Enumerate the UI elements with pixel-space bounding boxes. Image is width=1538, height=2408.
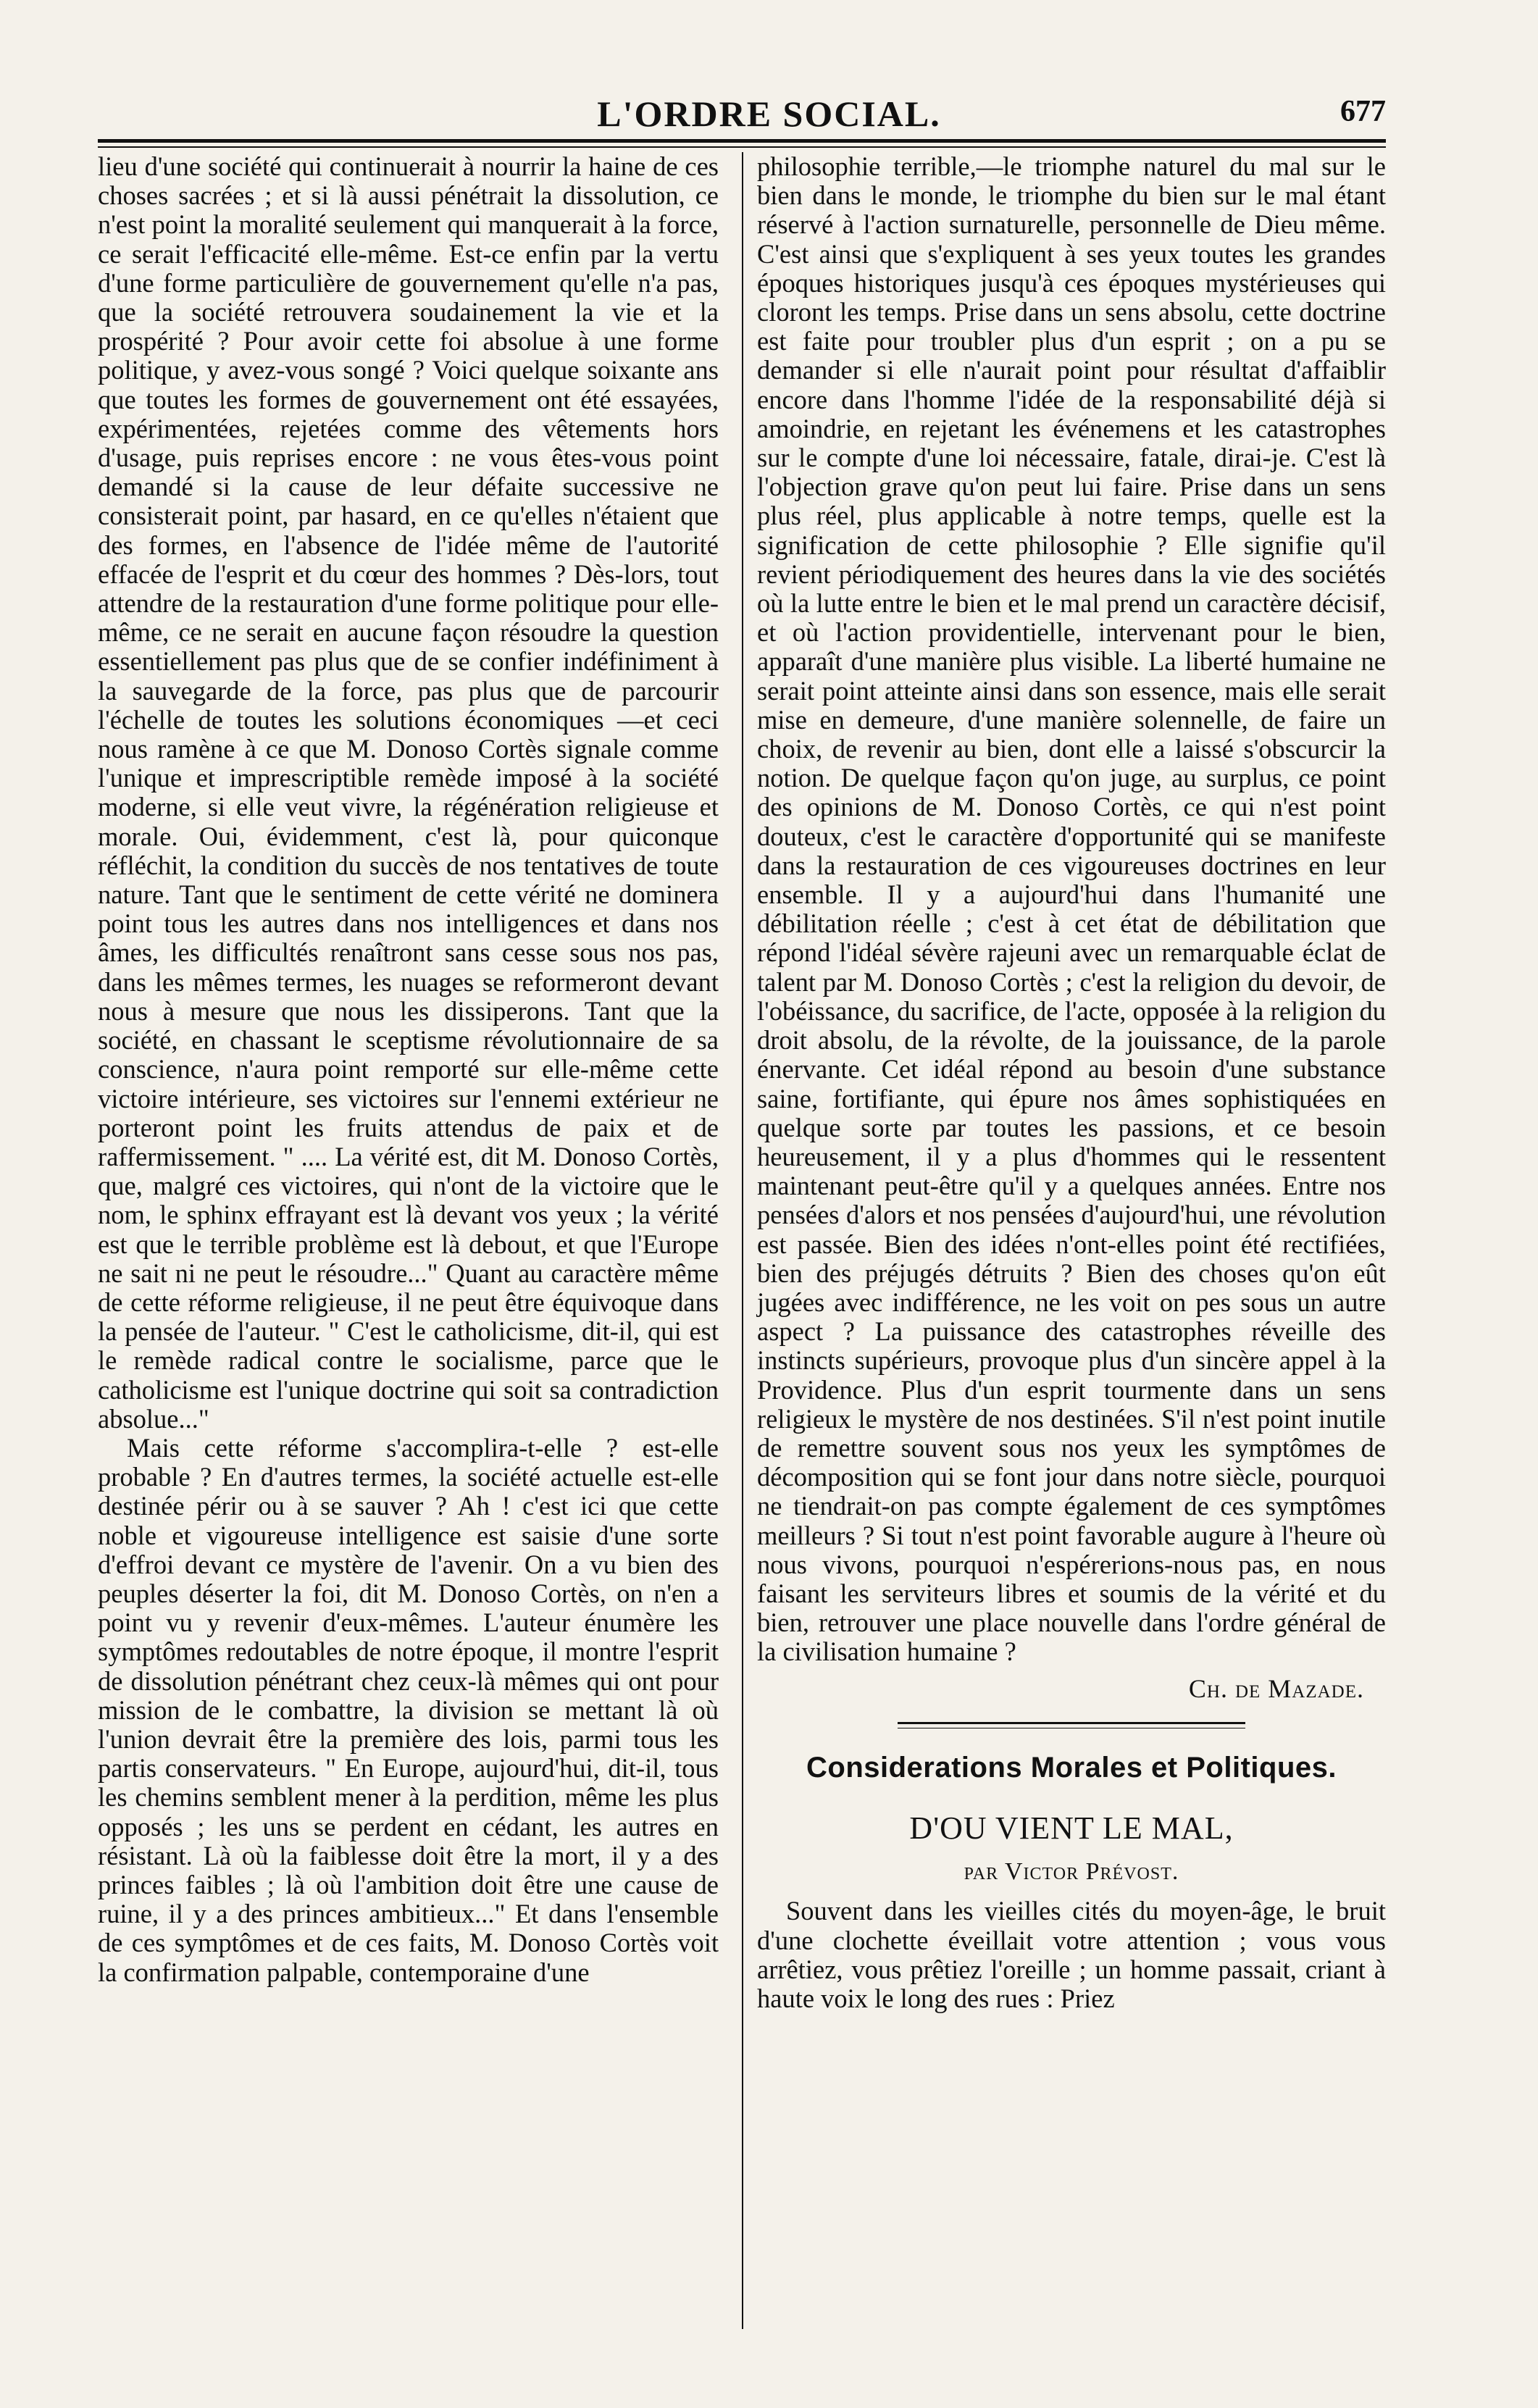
article-title: D'OU VIENT LE MAL, bbox=[909, 1810, 1234, 1846]
column-divider bbox=[742, 152, 743, 2329]
article-byline: par Victor Prévost. bbox=[964, 1858, 1179, 1886]
section-heading: Considerations Morales et Politiques. bbox=[806, 1751, 1337, 1784]
article-intro-paragraph: Souvent dans les vieilles cités du moyen-âge, le bruit d'une clochette éveillait votre attention ; vous vous arrêtiez, vous prêtiez l'oreille ; un homme passait, criant à haute voix le long des rues : Priez bbox=[757, 1896, 1386, 2013]
page-header-title: L'ORDRE SOCIAL. bbox=[597, 93, 941, 134]
left-column bbox=[98, 152, 719, 1987]
left-paragraph-2: Mais cette réforme s'accomplira-t-elle ? est-elle probable ? En d'autres termes, la société actuelle est-elle destinée périr ou à se sauver ? Ah ! c'est ici que cette noble et vigoureuse intelligence est saisie d'une sorte d'effroi devant ce mystère de l'avenir. On a vu bien des peuples déserter la foi, dit M. Donoso Cortès, on n'en a point vu y revenir d'eux-mêmes. L'auteur énumère les symptômes redoutables de notre époque, il montre l'esprit de dissolution pénétrant chez ceux-là mêmes qui ont pour mission de le combattre, la division se mettant là où l'union devrait être la première des lois, parmi tous les partis conservateurs. " En Europe, aujourd'hui, dit-il, tous les chemins semblent mener à la perdition, même les plus opposés ; les uns se perdent en cédant, les autres en résistant. Là où la faiblesse doit être la mort, il y a des princes faibles ; là où l'ambition doit être une cause de ruine, il y a des princes ambitieux..." Et dans l'ensemble de ces symptômes et de ces faits, M. Donoso Cortès voit la confirmation palpable, contemporaine d'une bbox=[98, 1432, 719, 1987]
section-separator-rule bbox=[898, 1722, 1245, 1724]
right-paragraph-1: philosophie terrible,—le triomphe naturel du mal sur le bien dans le monde, le triomphe du bien sur le mal étant réservé à l'action surnaturelle, personnelle de Dieu même. C'est ainsi que s'expliquent à ses yeux toutes les grandes époques historiques jusqu'à ces époques mystérieuses qui cloront les temps. Prise dans un sens absolu, cette doctrine est faite pour troubler plus d'un esprit ; on a pu se demander si elle n'aurait point pour résultat d'affaiblir encore dans l'homme l'idée de la responsabilité déjà si amoindrie, en rejetant les événemens et les catastrophes sur le compte d'une loi nécessaire, fatale, dirai-je. C'est là l'objection grave qu'on peut lui faire. Prise dans un sens plus réel, plus applicable à notre temps, quelle est la signification de cette philosophie ? Elle signifie qu'il revient périodiquement des heures dans la vie des sociétés où la lutte entre le bien et le mal prend un caractère décisif, et où l'action providentielle, intervenant pour le bien, apparaît d'une manière plus visible. La liberté humaine ne serait point atteinte ainsi dans son essence, mais elle serait mise en demeure, d'une manière solennelle, de faire un choix, de revenir au bien, dont elle a laissé s'obscurcir la notion. De quelque façon qu'on juge, au surplus, ce point des opinions de M. Donoso Cortès, ce qui n'est point douteux, c'est le caractère d'opportunité qui se manifeste dans la restauration de ces vigoureuses doctrines en leur ensemble. Il y a aujourd'hui dans l'humanité une débilitation réelle ; c'est à cet état de débilitation que répond l'idéal sévère rajeuni avec un remarquable éclat de talent par M. Donoso Cortès ; c'est la religion du devoir, de l'obéissance, du sacrifice, de l'acte, opposée à la religion du droit absolu, de la révolte, de la jouissance, de la parole énervante. Cet idéal répond au besoin d'une substance saine, fortifiante, qui épure nos âmes sophistiquées en quelque sorte par toutes les passions, et ce besoin heureusement, il y a plus d'hommes qui le ressentent maintenant peut-être qu'il y a quelques années. Entre nos pensées d'alors et nos pensées d'aujourd'hui, une révolution est passée. Bien des idées n'ont-elles point été rectifiées, bien des préjugés détruits ? Bien des choses qu'on eût jugées avec indifférence, ne les voit on pes sous un autre aspect ? La puissance des catastrophes réveille des instincts supérieurs, provoque plus d'un sincère appel à la Providence. Plus d'un esprit tourmente dans un sens religieux le mystère de nos destinées. S'il n'est point inutile de remettre souvent sous nos yeux les symptômes de décomposition qui se font jour dans notre siècle, pourquoi ne tiendrait-on pas compte également de ces symptômes meilleurs ? Si tout n'est point favorable augure à l'heure où nous vivons, pourquoi n'espérerions-nous pas, en nous faisant les serviteurs libres et soumis de la vérité et du bien, retrouver une place nouvelle dans l'ordre général de la civilisation humaine ? bbox=[757, 151, 1386, 1667]
author-signature: Ch. de Mazade. bbox=[1188, 1673, 1364, 1703]
header-rule-thin bbox=[98, 146, 1386, 148]
header-rule-thick bbox=[98, 139, 1386, 143]
page-number: 677 bbox=[1340, 95, 1386, 128]
right-column bbox=[757, 152, 1386, 2013]
left-paragraph-1: lieu d'une société qui continuerait à nourrir la haine de ces choses sacrées ; et si là aussi pénétrait la dissolution, ce n'est point la moralité seulement qui manquerait à la force, ce serait l'efficacité elle-même. Est-ce enfin par la vertu d'une forme particulière de gouvernement qu'elle n'a pas, que la société retrouvera soudainement la vie et la prospérité ? Pour avoir cette foi absolue à une forme politique, y avez-vous songé ? Voici quelque soixante ans que toutes les formes de gouvernement ont été essayées, expérimentées, rejetées comme des vêtements hors d'usage, puis reprises encore : ne vous êtes-vous point demandé si la cause de leur défaite successive ne consisterait point, par hasard, en ce qu'elles n'étaient que des formes, en l'absence de l'idée même de l'autorité effacée de l'esprit et du cœur des hommes ? Dès-lors, tout attendre de la restauration d'une forme politique pour elle-même, ce ne serait en aucune façon résoudre la question essentiellement pas plus que de se confier indéfiniment à la sauvegarde de la force, pas plus que de parcourir l'échelle de toutes les solutions économiques —et ceci nous ramène à ce que M. Donoso Cortès signale comme l'unique et imprescriptible remède imposé à la société moderne, si elle veut vivre, la régénération religieuse et morale. Oui, évidemment, c'est là, pour quiconque réfléchit, la condition du succès de nos tentatives de toute nature. Tant que le sentiment de cette vérité ne dominera point tous les autres dans nos intelligences et dans nos âmes, les difficultés renaîtront sans cesse sous nos pas, dans les mêmes termes, les nuages se reformeront devant nous à mesure que nous les dissiperons. Tant que la société, en chassant le sceptisme révolutionnaire de sa conscience, n'aura point remporté sur elle-même cette victoire intérieure, ses victoires sur l'ennemi extérieur ne porteront point les fruits attendus de paix et de raffermissement. " .... La vérité est, dit M. Donoso Cortès, que, malgré ces victoires, qui n'ont de la victoire que le nom, le sphinx effrayant est là devant vos yeux ; la vérité est que le terrible problème est là debout, et que l'Europe ne sait ni ne peut le résoudre..." Quant au caractère même de cette réforme religieuse, il ne peut être équivoque dans la pensée de l'auteur. " C'est le catholicisme, dit-il, qui est le remède radical contre le socialisme, parce que le catholicisme est l'unique doctrine qui soit sa contradiction absolue..." bbox=[98, 151, 719, 1434]
